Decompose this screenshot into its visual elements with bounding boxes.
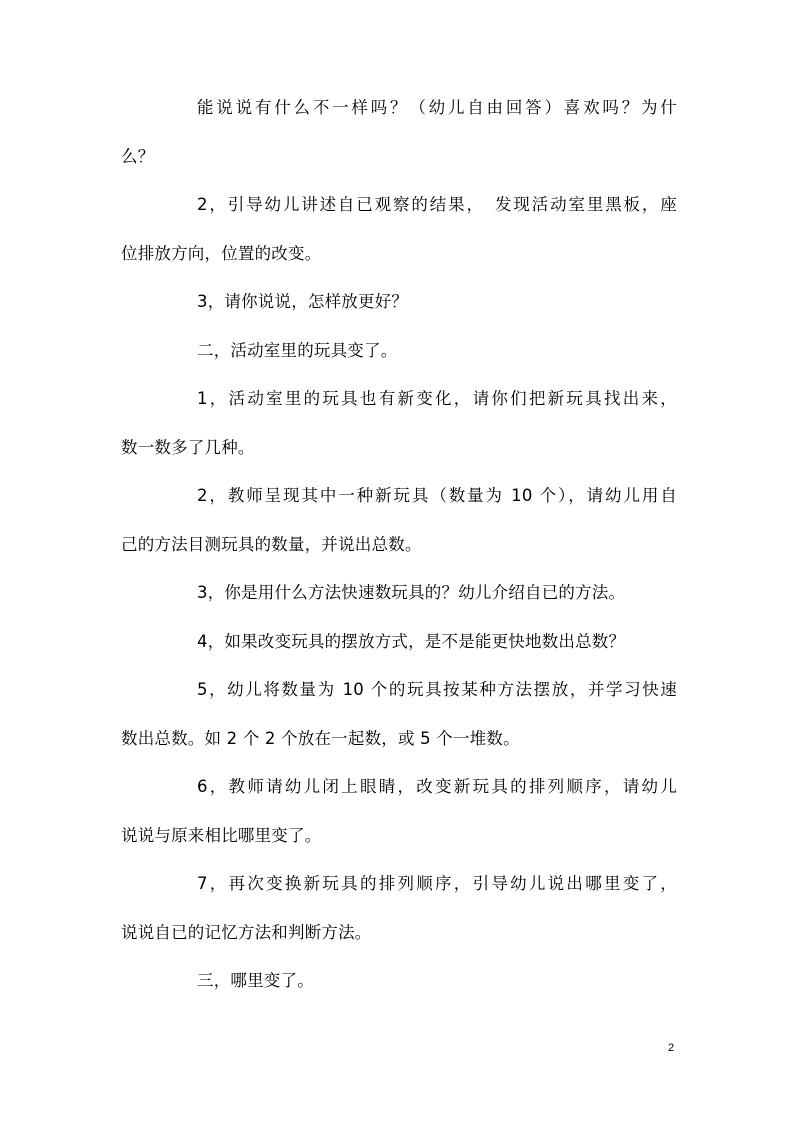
paragraph-line: 5，幼儿将数量为 10 个的玩具按某种方法摆放，并学习快速 xyxy=(197,680,677,699)
paragraph-line: 4，如果改变玩具的摆放方式，是不是能更快地数出总数？ xyxy=(197,631,626,651)
paragraph-line: 说说与原来相比哪里变了。 xyxy=(121,825,322,845)
paragraph-line: 3，你是用什么方法快速数玩具的？幼儿介绍自已的方法。 xyxy=(197,583,626,602)
paragraph-line: 1，活动室里的玩具也有新变化，请你们把新玩具找出来， xyxy=(197,389,677,408)
section-heading: 三，哪里变了。 xyxy=(197,971,314,990)
paragraph-line: 位排放方向，位置的改变。 xyxy=(121,243,322,263)
paragraph-line: 么？ xyxy=(121,146,155,166)
paragraph-line: 己的方法目测玩具的数量，并说出总数。 xyxy=(121,534,422,554)
paragraph-line: 2，教师呈现其中一种新玩具（数量为 10 个），请幼儿用自 xyxy=(197,486,677,505)
paragraph-line: 数出总数。如 2 个 2 个放在一起数，或 5 个一堆数。 xyxy=(121,728,520,748)
section-heading: 二，活动室里的玩具变了。 xyxy=(197,340,398,360)
paragraph-line: 说说自已的记忆方法和判断方法。 xyxy=(121,922,372,942)
paragraph-line: 7，再次变换新玩具的排列顺序，引导幼儿说出哪里变了， xyxy=(197,874,677,893)
paragraph-line: 3，请你说说，怎样放更好？ xyxy=(197,292,409,311)
paragraph-line: 数一数多了几种。 xyxy=(121,437,255,457)
page-number: 2 xyxy=(667,1042,675,1054)
paragraph-line: 2，引导幼儿讲述自已观察的结果， 发现活动室里黑板，座 xyxy=(197,195,677,214)
document-body xyxy=(121,88,677,1010)
paragraph-line: 能说说有什么不一样吗？（幼儿自由回答）喜欢吗？为什 xyxy=(197,98,677,117)
paragraph-line: 6，教师请幼儿闭上眼睛，改变新玩具的排列顺序，请幼儿 xyxy=(197,777,677,796)
